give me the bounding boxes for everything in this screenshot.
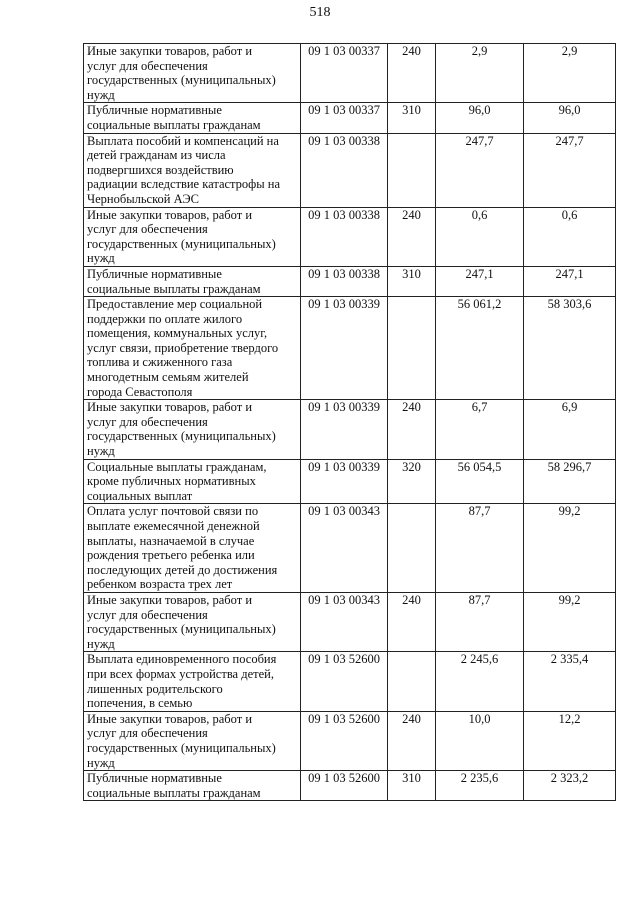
expense-name-line: лишенных родительского — [87, 681, 223, 696]
target-article-code-cell: 09 1 03 00339 — [301, 459, 388, 504]
target-article-code-cell: 09 1 03 00339 — [301, 400, 388, 459]
table-row — [84, 592, 616, 651]
expense-name-line: Социальные выплаты гражданам, — [87, 459, 267, 474]
expense-name-line: топлива и сжиженного газа — [87, 355, 233, 370]
expense-name-line: государственных (муниципальных) — [87, 73, 276, 88]
target-article-code-cell: 09 1 03 00338 — [301, 207, 388, 266]
expense-name-line: государственных (муниципальных) — [87, 622, 276, 637]
expense-name-line: помещения, коммунальных услуг, — [87, 326, 268, 341]
amount-first-year-cell: 0,6 — [436, 207, 524, 266]
expense-name-line: Предоставление мер социальной — [87, 297, 263, 312]
expense-name-line: социальные выплаты гражданам — [87, 281, 261, 296]
amount-first-year-cell: 2 245,6 — [436, 652, 524, 711]
expense-name-line: услуг связи, приобретение твердого — [87, 340, 279, 355]
expense-type-code-cell: 310 — [388, 771, 436, 801]
expense-name-line: выплате ежемесячной денежной — [87, 519, 260, 533]
table-row — [84, 103, 616, 133]
expense-type-code-cell: 320 — [388, 459, 436, 504]
table-row — [84, 297, 616, 400]
expense-name-line: услуг для обеспечения — [87, 222, 208, 237]
expense-name-line: государственных (муниципальных) — [87, 236, 276, 251]
expense-name-line: кроме публичных нормативных — [87, 474, 256, 489]
expense-name-line: Чернобыльской АЭС — [87, 191, 199, 206]
expense-name-line: социальных выплат — [87, 488, 193, 503]
expense-name-line: нужд — [87, 755, 115, 770]
amount-second-year-cell: 2 335,4 — [524, 652, 616, 711]
expense-name-line: нужд — [87, 87, 115, 102]
amount-first-year-cell: 56 054,5 — [436, 459, 524, 504]
page-number: 518 — [309, 5, 331, 20]
expense-name-line: государственных (муниципальных) — [87, 429, 276, 444]
expense-name-cell — [84, 133, 301, 207]
table-row — [84, 266, 616, 296]
expense-name-cell — [84, 592, 301, 651]
expense-name-line: рождения третьего ребенка или — [87, 548, 255, 563]
expense-name-line: ребенком возраста трех лет — [87, 577, 233, 592]
expense-name-cell — [84, 771, 301, 801]
table-row — [84, 459, 616, 504]
expense-name-line: нужд — [87, 251, 115, 266]
expense-name-line: детей гражданам из числа — [87, 148, 226, 163]
expense-name-line: Публичные нормативные — [87, 103, 222, 118]
expense-type-code-cell: 310 — [388, 103, 436, 133]
expense-name-line: Публичные нормативные — [87, 266, 222, 281]
expense-name-cell — [84, 103, 301, 133]
expense-name-line: при всех формах устройства детей, — [87, 666, 274, 681]
expense-name-cell — [84, 711, 301, 770]
amount-second-year-cell: 0,6 — [524, 207, 616, 266]
amount-second-year-cell: 6,9 — [524, 400, 616, 459]
expense-type-code-cell: 310 — [388, 266, 436, 296]
expense-name-line: государственных (муниципальных) — [87, 740, 276, 755]
amount-first-year-cell: 87,7 — [436, 592, 524, 651]
target-article-code-cell: 09 1 03 00343 — [301, 504, 388, 593]
expense-name-line: Иные закупки товаров, работ и — [87, 400, 253, 415]
expense-name-line: последующих детей до достижения — [87, 562, 278, 577]
expense-name-line: Иные закупки товаров, работ и — [87, 711, 253, 726]
table-row — [84, 133, 616, 207]
expense-name-line: поддержки по оплате жилого — [87, 311, 243, 326]
target-article-code-cell: 09 1 03 52600 — [301, 771, 388, 801]
amount-second-year-cell: 247,7 — [524, 133, 616, 207]
expense-type-code-cell: 240 — [388, 592, 436, 651]
expense-name-line: социальные выплаты гражданам — [87, 117, 261, 132]
amount-second-year-cell: 99,2 — [524, 592, 616, 651]
expense-name-line: Иные закупки товаров, работ и — [87, 592, 253, 607]
expense-name-line: Оплата услуг почтовой связи по — [87, 504, 259, 519]
expense-name-line: услуг для обеспечения — [87, 726, 208, 741]
expense-type-code-cell — [388, 504, 436, 593]
expense-type-code-cell: 240 — [388, 400, 436, 459]
expense-name-line: Иные закупки товаров, работ и — [87, 207, 253, 222]
budget-table — [83, 43, 616, 801]
expense-name-cell — [84, 266, 301, 296]
table-row — [84, 400, 616, 459]
amount-first-year-cell: 247,1 — [436, 266, 524, 296]
expense-name-cell — [84, 504, 301, 593]
amount-first-year-cell: 6,7 — [436, 400, 524, 459]
expense-name-line: услуг для обеспечения — [87, 607, 208, 622]
amount-first-year-cell: 2 235,6 — [436, 771, 524, 801]
target-article-code-cell: 09 1 03 00338 — [301, 133, 388, 207]
target-article-code-cell: 09 1 03 52600 — [301, 711, 388, 770]
expense-name-line: нужд — [87, 444, 115, 459]
target-article-code-cell: 09 1 03 00337 — [301, 44, 388, 103]
table-row — [84, 207, 616, 266]
expense-name-line: социальные выплаты гражданам — [87, 785, 261, 800]
expense-name-line: Публичные нормативные — [87, 771, 222, 786]
expense-name-line: нужд — [87, 636, 115, 651]
table-row — [84, 504, 616, 593]
expense-type-code-cell — [388, 297, 436, 400]
target-article-code-cell: 09 1 03 00338 — [301, 266, 388, 296]
expense-name-line: услуг для обеспечения — [87, 414, 208, 429]
expense-type-code-cell — [388, 652, 436, 711]
expense-name-line: Выплата единовременного пособия — [87, 652, 277, 667]
expense-name-line: подвергшихся воздействию — [87, 162, 234, 177]
expense-type-code-cell: 240 — [388, 207, 436, 266]
budget-table-body — [84, 44, 616, 801]
amount-first-year-cell: 247,7 — [436, 133, 524, 207]
expense-type-code-cell — [388, 133, 436, 207]
target-article-code-cell: 09 1 03 52600 — [301, 652, 388, 711]
amount-first-year-cell: 87,7 — [436, 504, 524, 593]
table-row — [84, 771, 616, 801]
expense-type-code-cell: 240 — [388, 44, 436, 103]
expense-name-line: Выплата пособий и компенсаций на — [87, 133, 279, 148]
amount-first-year-cell: 10,0 — [436, 711, 524, 770]
amount-second-year-cell: 2 323,2 — [524, 771, 616, 801]
amount-second-year-cell: 58 296,7 — [524, 459, 616, 504]
target-article-code-cell: 09 1 03 00343 — [301, 592, 388, 651]
expense-name-line: попечения, в семью — [87, 696, 193, 711]
amount-first-year-cell: 96,0 — [436, 103, 524, 133]
amount-second-year-cell: 2,9 — [524, 44, 616, 103]
target-article-code-cell: 09 1 03 00339 — [301, 297, 388, 400]
expense-name-cell — [84, 459, 301, 504]
expense-type-code-cell: 240 — [388, 711, 436, 770]
expense-name-line: многодетным семьям жителей — [87, 370, 249, 385]
expense-name-cell — [84, 652, 301, 711]
table-row — [84, 44, 616, 103]
expense-name-cell — [84, 207, 301, 266]
expense-name-cell — [84, 44, 301, 103]
table-row — [84, 652, 616, 711]
expense-name-cell — [84, 297, 301, 400]
amount-first-year-cell: 56 061,2 — [436, 297, 524, 400]
amount-second-year-cell: 96,0 — [524, 103, 616, 133]
expense-name-line: радиации вследствие катастрофы на — [87, 177, 281, 192]
expense-name-line: Иные закупки товаров, работ и — [87, 44, 253, 58]
amount-second-year-cell: 99,2 — [524, 504, 616, 593]
expense-name-line: города Севастополя — [87, 384, 193, 399]
amount-first-year-cell: 2,9 — [436, 44, 524, 103]
table-row — [84, 711, 616, 770]
expense-name-line: услуг для обеспечения — [87, 58, 208, 73]
amount-second-year-cell: 12,2 — [524, 711, 616, 770]
amount-second-year-cell: 247,1 — [524, 266, 616, 296]
expense-name-line: выплаты, назначаемой в случае — [87, 533, 255, 548]
target-article-code-cell: 09 1 03 00337 — [301, 103, 388, 133]
expense-name-cell — [84, 400, 301, 459]
amount-second-year-cell: 58 303,6 — [524, 297, 616, 400]
